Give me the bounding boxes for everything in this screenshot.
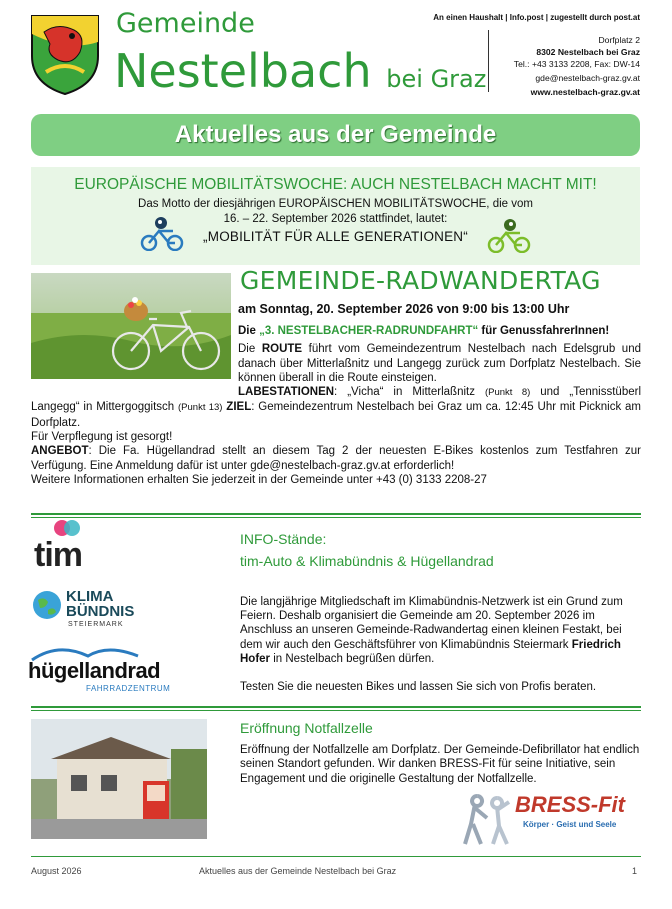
mobility-heading: EUROPÄISCHE MOBILITÄTSWOCHE: AUCH NESTELBACH MACHT MIT! — [74, 176, 597, 193]
footer-divider — [31, 856, 641, 857]
bress-fit-title: BRESS-Fit — [515, 792, 625, 817]
ziel-text: : Gemeindezentrum Nestelbach bei Graz um ca. 12:45 Uhr mit Picknick am Dorfplatz. — [31, 401, 641, 429]
klima-text: KLIMA — [66, 588, 114, 605]
athletes-icon — [457, 788, 517, 848]
stations-paragraph — [31, 385, 641, 430]
route-text: führt vom Gemeindezentrum Nestelbach nach Edelsgrub und danach über Mitterlaßnitz und Langegg zurück zum Dorfplatz Nestelbach. Sie können überall in die Route einsteigen. — [238, 343, 641, 384]
route-label: ROUTE — [261, 343, 303, 356]
mobility-week-box — [31, 167, 640, 265]
website: www.nestelbach-graz.gv.at — [530, 87, 640, 97]
section-divider — [31, 710, 641, 711]
info-heading-line1: INFO-Stände: — [240, 531, 327, 547]
sub-suffix: für GenussfahrerInnen! — [478, 325, 610, 337]
stations-text2: und „Tennisstüberl — [530, 386, 641, 399]
bress-fit-logo — [457, 788, 642, 848]
klimabuendnis-logo — [32, 586, 152, 634]
info-heading-line2: tim-Auto & Klimabündnis & Hügellandrad — [240, 553, 494, 569]
notfallzelle-body: Eröffnung der Notfallzelle am Dorfplatz. Der Gemeinde-Defibrillator hat endlich seinen Standort gefunden. Wir danken BRESS-Fit für seine Initiative, sein Engagement und die originelle Gestaltung der Notfallzelle. — [240, 744, 640, 785]
radwandertag-date: am Sonntag, 20. September 2026 von 9:00 bis 13:00 Uhr — [238, 302, 570, 316]
section-divider — [31, 513, 641, 515]
ziel-label: ZIEL — [222, 401, 252, 414]
huegellandrad-text: hügellandrad — [28, 658, 161, 683]
notfallzelle-heading: Eröffnung Notfallzelle — [240, 720, 373, 736]
radwandertag-body — [31, 324, 641, 487]
steiermark-text: STEIERMARK — [68, 621, 124, 628]
stations-point13: (Punkt 13) — [178, 402, 223, 414]
globe-icon — [32, 590, 62, 620]
title-main: Nestelbach — [114, 44, 372, 98]
buendnis-text: BÜNDNIS — [66, 603, 135, 620]
stations-text1: : „Vicha“ in Mitterlaßnitz — [334, 386, 485, 399]
mobility-intro — [31, 197, 640, 227]
footer-title: Aktuelles aus der Gemeinde Nestelbach bei Graz — [199, 866, 397, 876]
huegellandrad-logo — [28, 644, 171, 696]
info-note: Weitere Informationen erhalten Sie jederzeit in der Gemeinde unter +43 (0) 3133 2208-27 — [31, 473, 487, 486]
stations-label: LABESTATIONEN — [238, 386, 335, 399]
offer-paragraph — [31, 444, 641, 473]
title-suffix: bei Graz — [386, 65, 487, 93]
tim-logo — [32, 518, 102, 576]
delivery-note: An einen Haushalt | Info.post | zugestellt durch post.at — [433, 13, 640, 22]
bress-fit-subtitle: Körper · Geist und Seele — [523, 820, 617, 829]
tim-logo-text: tim — [34, 536, 82, 574]
email: gde@nestelbach-graz.gv.at — [535, 73, 640, 83]
page-number: 1 — [631, 866, 637, 876]
offer-text: : Die Fa. Hügellandrad stellt an diesem Tag 2 der neuesten E-Bikes kostenlos zum Testfahren zur Verfügung. Eine Anmeldung dafür ist unter gde@nestelbach-graz.gv.at erforderlich! — [31, 445, 641, 472]
sub-highlight: „3. NESTELBACHER-RADRUNDFAHRT“ — [259, 325, 479, 337]
stations-text3: Langegg“ in Mittergoggitsch — [31, 401, 179, 414]
stations-point8: (Punkt 8) — [484, 387, 531, 399]
section-divider — [31, 517, 641, 518]
route-paragraph — [238, 342, 641, 385]
info-stands-heading — [240, 528, 494, 572]
header-contact — [433, 12, 640, 98]
mobility-line1: Das Motto der diesjährigen EUROPÄISCHEN MOBILITÄTSWOCHE, die vom — [138, 198, 533, 210]
route-lead: Die — [238, 343, 262, 356]
cyclist-icon — [139, 217, 185, 251]
notfallzelle-photo — [31, 719, 207, 839]
street: Dorfplatz 2 — [598, 35, 640, 45]
info-paragraph1 — [240, 595, 642, 666]
info-text: Die langjährige Mitgliedschaft im Klimabündnis-Netzwerk ist ein Grund zum Feiern. Deshalb organisiert die Gemeinde am 20. September 2026 im Anschluss an unseren Gemeinde-Radwandertag einen kleinen Festakt, bei dem wir auch den Geschäftsführer von Klimabündnis Steiermark — [240, 596, 623, 651]
section-banner: Aktuelles aus der Gemeinde — [31, 114, 640, 156]
city: 8302 Nestelbach bei Graz — [536, 47, 640, 57]
title-gemeinde: Gemeinde — [116, 8, 255, 39]
cyclist-icon — [486, 219, 532, 253]
title-nestelbach — [114, 44, 486, 98]
info-stands-body — [240, 595, 642, 694]
radwandertag-subtitle — [238, 324, 641, 338]
offer-label: ANGEBOT — [31, 445, 89, 458]
section-divider — [31, 706, 641, 708]
info-paragraph2: Testen Sie die neuesten Bikes und lassen Sie sich von Profis beraten. — [240, 681, 597, 694]
radwandertag-title: GEMEINDE-RADWANDERTAG — [240, 266, 601, 295]
fahrradzentrum-text: FAHRRADZENTRUM — [86, 684, 171, 693]
municipal-crest-logo — [28, 12, 102, 96]
food-note: Für Verpflegung ist gesorgt! — [31, 431, 173, 444]
phone: Tel.: +43 3133 2208, Fax: DW-14 — [513, 59, 640, 69]
sub-prefix: Die — [238, 325, 260, 337]
mobility-motto: „MOBILITÄT FÜR ALLE GENERATIONEN“ — [203, 229, 468, 244]
info-text-end: in Nestelbach begrüßen dürfen. — [270, 652, 435, 665]
footer-date: August 2026 — [31, 866, 82, 876]
mobility-line2: 16. – 22. September 2026 stattfindet, lautet: — [223, 213, 448, 225]
info-name: Friedrich Hofer — [240, 638, 621, 665]
